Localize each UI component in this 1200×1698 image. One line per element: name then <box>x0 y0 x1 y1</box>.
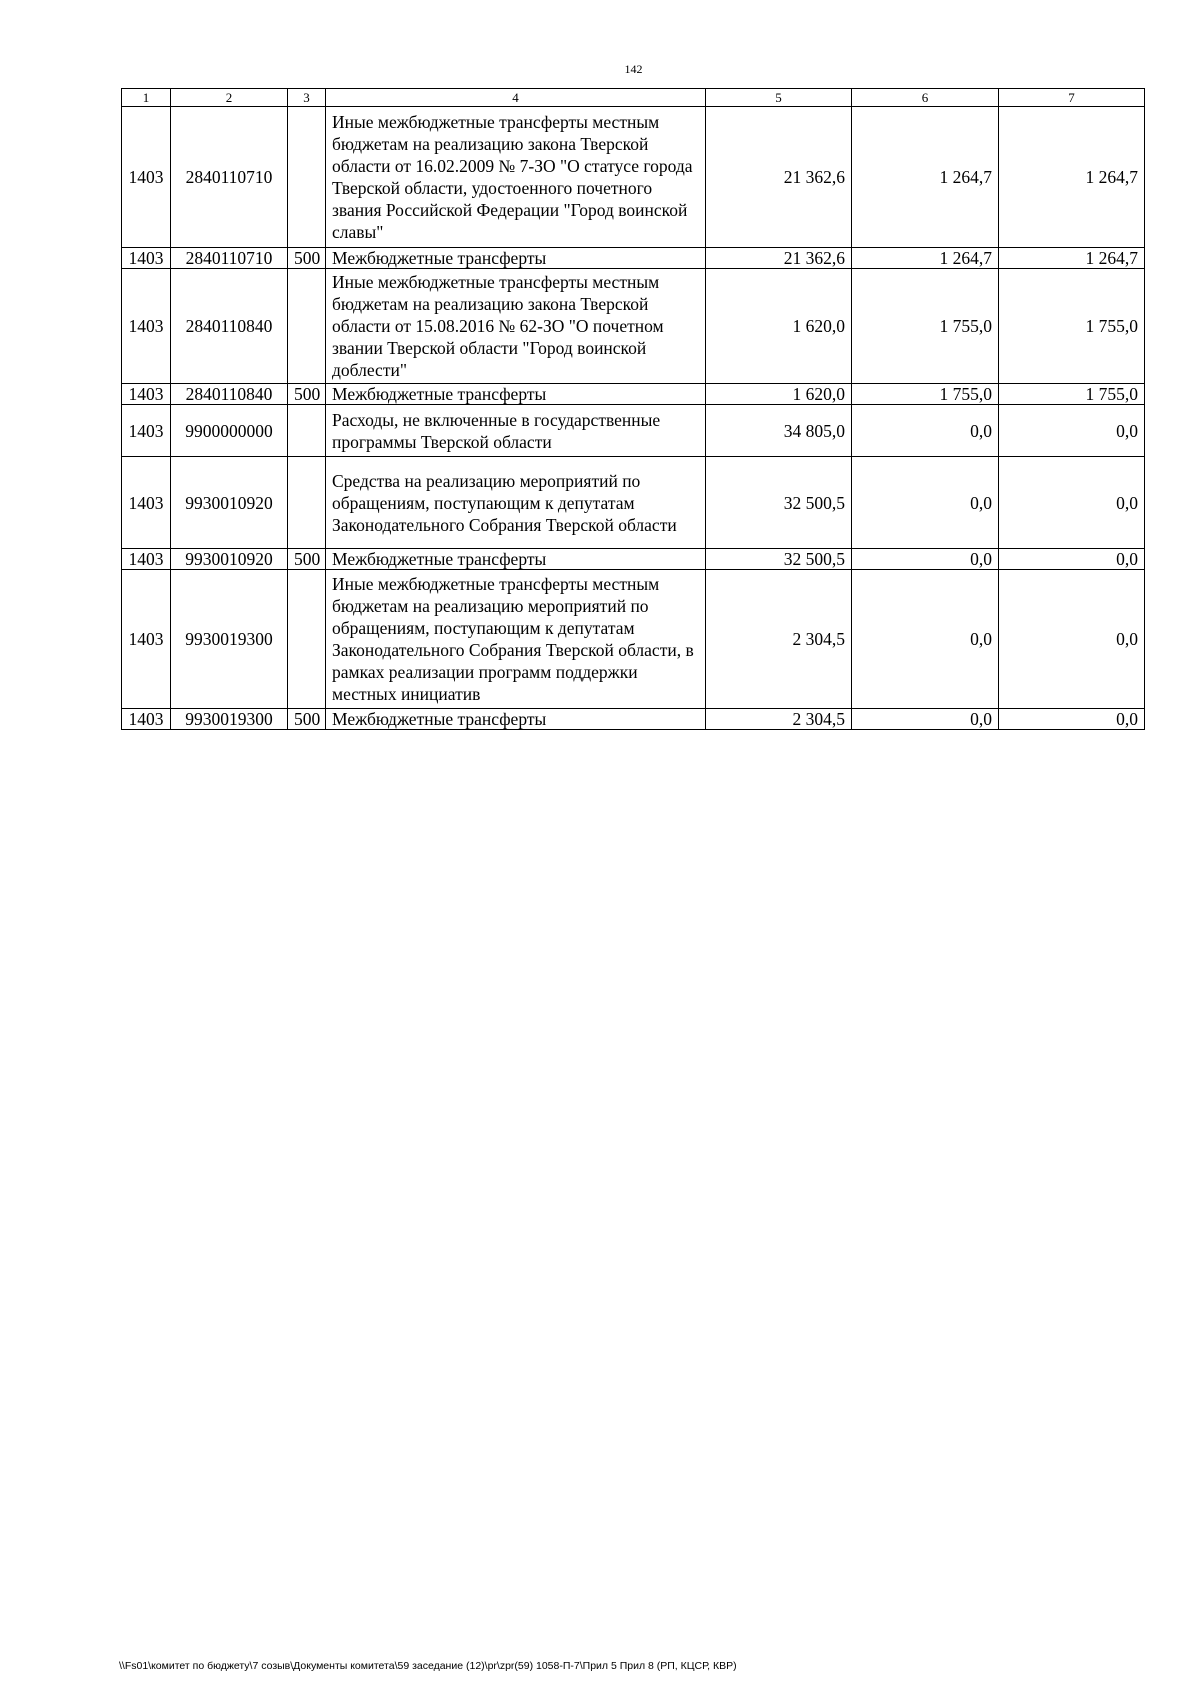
value-col6-cell: 1 755,0 <box>852 269 999 384</box>
expense-type-cell: 500 <box>288 384 326 405</box>
target-code-cell: 9930010920 <box>171 457 288 549</box>
column-header-7: 7 <box>999 89 1145 107</box>
table-row <box>122 405 1145 457</box>
target-code-cell: 9900000000 <box>171 405 288 457</box>
value-col5-cell: 32 500,5 <box>706 457 852 549</box>
value-col7-cell: 1 264,7 <box>999 107 1145 248</box>
expense-type-cell <box>288 405 326 457</box>
value-col7-cell: 0,0 <box>999 549 1145 570</box>
value-col5-cell: 1 620,0 <box>706 269 852 384</box>
name-cell: Средства на реализацию мероприятий по обращениям, поступающим к депутатам Законодательного Собрания Тверской области <box>326 457 706 549</box>
name-cell: Расходы, не включенные в государственные программы Тверской области <box>326 405 706 457</box>
table-row <box>122 269 1145 384</box>
column-header-5: 5 <box>706 89 852 107</box>
column-header-4: 4 <box>326 89 706 107</box>
value-col7-cell: 1 755,0 <box>999 269 1145 384</box>
target-code-cell: 2840110710 <box>171 248 288 269</box>
value-col5-cell: 21 362,6 <box>706 107 852 248</box>
column-header-6: 6 <box>852 89 999 107</box>
target-code-cell: 2840110710 <box>171 107 288 248</box>
value-col6-cell: 0,0 <box>852 549 999 570</box>
value-col5-cell: 1 620,0 <box>706 384 852 405</box>
expense-type-cell <box>288 570 326 709</box>
table-row <box>122 457 1145 549</box>
section-cell: 1403 <box>122 248 171 269</box>
value-col7-cell: 0,0 <box>999 709 1145 730</box>
value-col7-cell: 0,0 <box>999 457 1145 549</box>
expense-type-cell: 500 <box>288 709 326 730</box>
value-col6-cell: 0,0 <box>852 457 999 549</box>
target-code-cell: 2840110840 <box>171 384 288 405</box>
value-col7-cell: 1 264,7 <box>999 248 1145 269</box>
target-code-cell: 2840110840 <box>171 269 288 384</box>
expense-type-cell <box>288 107 326 248</box>
value-col5-cell: 34 805,0 <box>706 405 852 457</box>
value-col5-cell: 2 304,5 <box>706 570 852 709</box>
expense-type-cell: 500 <box>288 248 326 269</box>
section-cell: 1403 <box>122 107 171 248</box>
value-col5-cell: 32 500,5 <box>706 549 852 570</box>
value-col7-cell: 0,0 <box>999 570 1145 709</box>
section-cell: 1403 <box>122 384 171 405</box>
value-col6-cell: 0,0 <box>852 570 999 709</box>
table-row <box>122 248 1145 269</box>
target-code-cell: 9930019300 <box>171 570 288 709</box>
table-row <box>122 709 1145 730</box>
expense-type-cell <box>288 457 326 549</box>
value-col7-cell: 0,0 <box>999 405 1145 457</box>
section-cell: 1403 <box>122 457 171 549</box>
name-cell: Межбюджетные трансферты <box>326 248 706 269</box>
footer-file-path: \\Fs01\комитет по бюджету\7 созыв\Документы комитета\59 заседание (12)\pr\zpr(59) 1058-П-7\Прил 5 Прил 8 (РП, КЦСР, КВР) <box>119 1660 737 1672</box>
target-code-cell: 9930010920 <box>171 549 288 570</box>
section-cell: 1403 <box>122 570 171 709</box>
page-number: 142 <box>624 62 643 76</box>
section-cell: 1403 <box>122 405 171 457</box>
name-cell: Межбюджетные трансферты <box>326 709 706 730</box>
table-row <box>122 570 1145 709</box>
section-cell: 1403 <box>122 709 171 730</box>
value-col6-cell: 1 264,7 <box>852 248 999 269</box>
target-code-cell: 9930019300 <box>171 709 288 730</box>
column-header-1: 1 <box>122 89 171 107</box>
column-header-2: 2 <box>171 89 288 107</box>
table-row <box>122 384 1145 405</box>
table-row <box>122 549 1145 570</box>
header-row <box>122 89 1145 107</box>
value-col6-cell: 1 264,7 <box>852 107 999 248</box>
value-col6-cell: 1 755,0 <box>852 384 999 405</box>
expense-type-cell: 500 <box>288 549 326 570</box>
value-col5-cell: 21 362,6 <box>706 248 852 269</box>
name-cell: Межбюджетные трансферты <box>326 384 706 405</box>
name-cell: Иные межбюджетные трансферты местным бюджетам на реализацию закона Тверской области от 15.08.2016 № 62-ЗО "О почетном звании Тверской области "Город воинской доблести" <box>326 269 706 384</box>
name-cell: Межбюджетные трансферты <box>326 549 706 570</box>
column-header-3: 3 <box>288 89 326 107</box>
name-cell: Иные межбюджетные трансферты местным бюджетам на реализацию мероприятий по обращениям, поступающим к депутатам Законодательного Собрания Тверской области, в рамках реализации программ поддержки местных инициатив <box>326 570 706 709</box>
value-col6-cell: 0,0 <box>852 405 999 457</box>
value-col6-cell: 0,0 <box>852 709 999 730</box>
section-cell: 1403 <box>122 549 171 570</box>
expense-type-cell <box>288 269 326 384</box>
budget-table <box>121 88 1145 730</box>
value-col7-cell: 1 755,0 <box>999 384 1145 405</box>
name-cell: Иные межбюджетные трансферты местным бюджетам на реализацию закона Тверской области от 16.02.2009 № 7-ЗО "О статусе города Тверской области, удостоенного почетного звания Российской Федерации "Город воинской славы" <box>326 107 706 248</box>
table-row <box>122 107 1145 248</box>
section-cell: 1403 <box>122 269 171 384</box>
value-col5-cell: 2 304,5 <box>706 709 852 730</box>
